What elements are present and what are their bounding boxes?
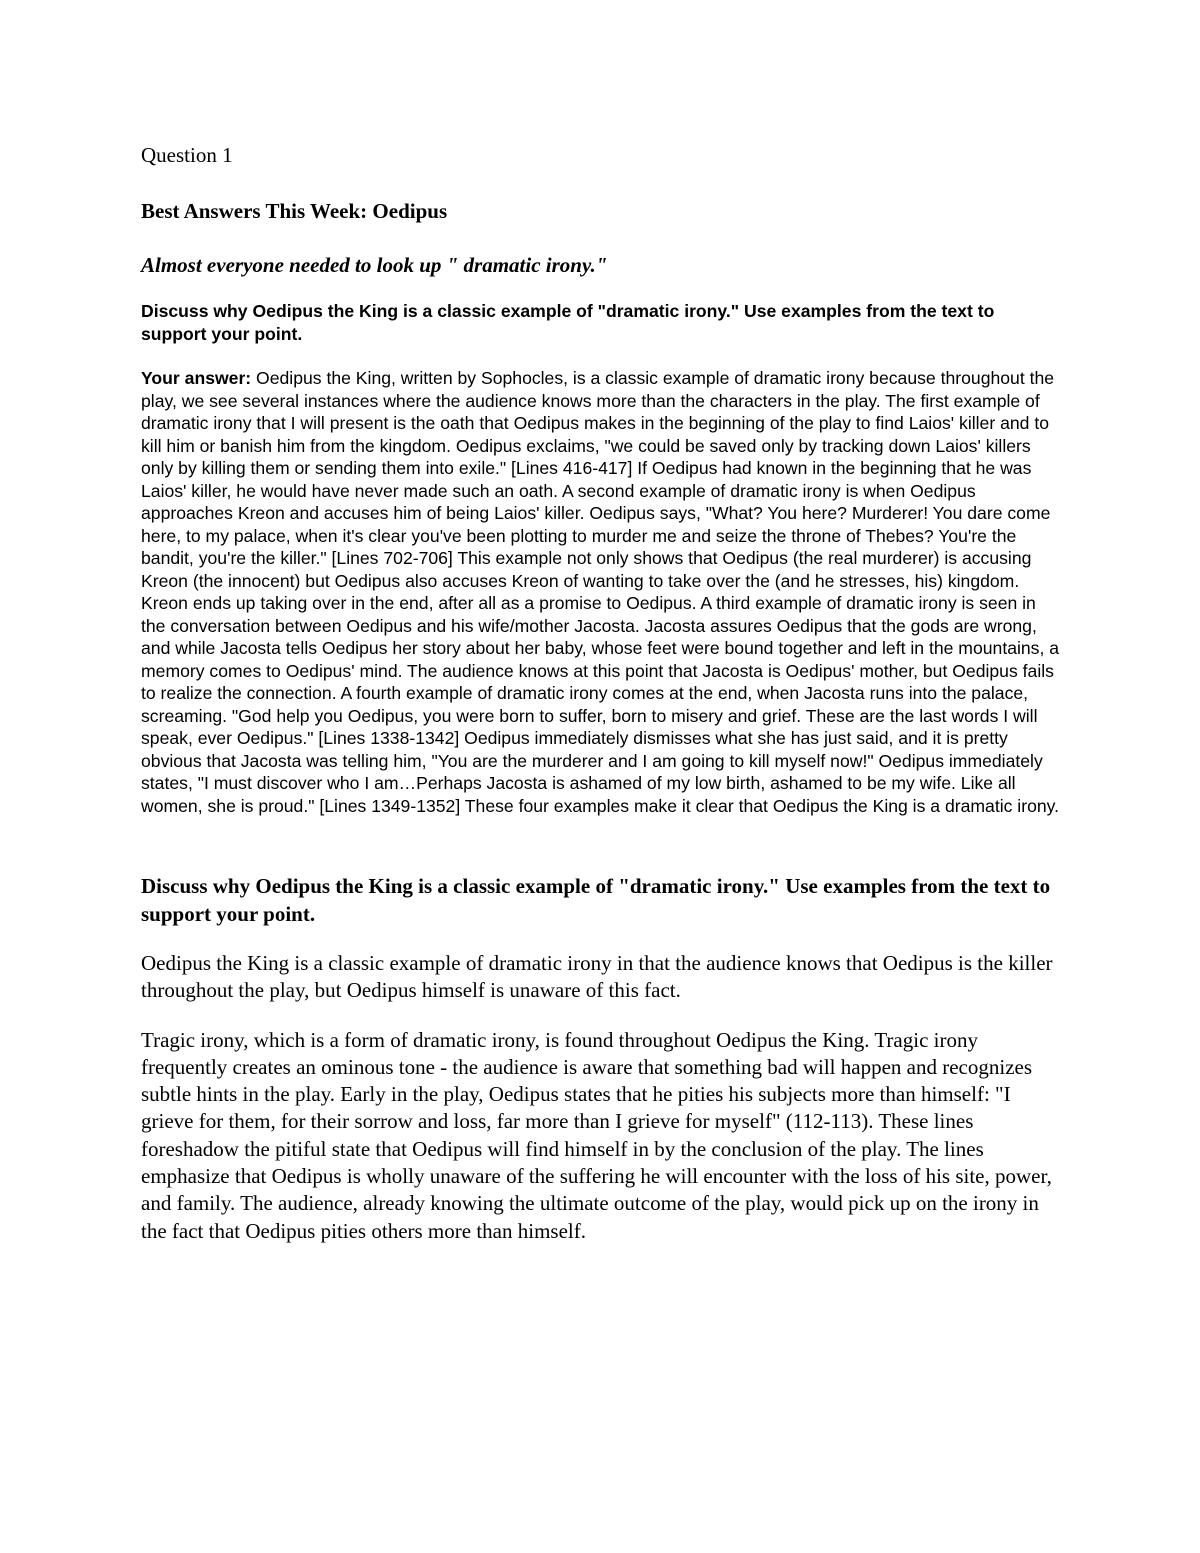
answer2-prompt: Discuss why Oedipus the King is a classic example of "dramatic irony." Use examples from the text to support your point.: [141, 874, 1051, 926]
answer2-paragraph: Oedipus the King is a classic example of dramatic irony in that the audience knows that Oedipus is the killer throughout the play, but Oedipus himself is unaware of this fact.: [141, 951, 1053, 1003]
answer1-lead: Your answer:: [141, 368, 252, 388]
answer1-prompt: Discuss why Oedipus the King is a classic example of "dramatic irony." Use examples from the text to support your point.: [141, 301, 995, 344]
answer2-paragraph: Tragic irony, which is a form of dramatic irony, is found throughout Oedipus the King. Tragic irony frequently creates an ominous tone - the audience is aware that something bad will happen and recognizes subtle hints in the play. Early in the play, Oedipus states that he pities his subjects more than himself: "I grieve for them, for their sorrow and loss, far more than I grieve for myself" (112-113). These lines foreshadow the pitiful state that Oedipus will find himself in by the conclusion of the play. The lines emphasize that Oedipus is wholly unaware of the suffering he will encounter with the loss of his site, power, and family. The audience, already knowing the ultimate outcome of the play, would pick up on the irony in the fact that Oedipus pities others more than himself.: [141, 1027, 1052, 1243]
answer1-text: Oedipus the King, written by Sophocles, is a classic example of dramatic irony because throughout the play, we see several instances where the audience knows more than the characters in the play. The first example of dramatic irony that I will present is the oath that Oedipus makes in the beginning of the play to find Laios' killer and to kill him or banish him from the kingdom. Oedipus exclaims, "we could be saved only by tracking down Laios' killers only by killing them or sending them into exile." [Lines 416-417] If Oedipus had known in the beginning that he was Laios' killer, he would have never made such an oath. A second example of dramatic irony is when Oedipus approaches Kreon and accuses him of being Laios' killer. Oedipus says, "What? You here? Murderer! You dare come here, to my palace, when it's clear you've been plotting to murder me and seize the throne of Thebes? You're the bandit, you're the killer." [Lines 702-706] This example not only shows that Oedipus (the real murderer) is accusing Kreon (the innocent) but Oedipus also accuses Kreon of wanting to take over the (and he stresses, his) kingdom. Kreon ends up taking over in the end, after all as a promise to Oedipus. A third example of dramatic irony is seen in the conversation between Oedipus and his wife/mother Jacosta. Jacosta assures Oedipus that the gods are wrong, and while Jacosta tells Oedipus her story about her baby, whose feet were bound together and left in the mountains, a memory comes to Oedipus' mind. The audience knows at this point that Jacosta is Oedipus' mother, but Oedipus fails to realize the connection. A fourth example of dramatic irony comes at the end, when Jacosta runs into the palace, screaming. "God help you Oedipus, you were born to suffer, born to misery and grief. These are the last words I will speak, ever Oedipus." [Lines 1338-1342] Oedipus immediately dismisses what she has just said, and it is pretty obvious that Jacosta was telling him, "You are the murderer and I am going to kill myself now!" Oedipus immediately states, "I must discover who I am…Perhaps Jacosta is ashamed of my low birth, ashamed to be my wife. Like all women, she is proud." [Lines 1349-1352] These four examples make it clear that Oedipus the King is a dramatic irony.: [141, 368, 1060, 816]
answer1-body: [141, 367, 1061, 817]
document-page: [141, 140, 1061, 1245]
question-label: Question 1: [141, 143, 233, 167]
lookup-note: Almost everyone needed to look up " dramatic irony.": [141, 253, 608, 277]
document-title: Best Answers This Week: Oedipus: [141, 199, 448, 223]
